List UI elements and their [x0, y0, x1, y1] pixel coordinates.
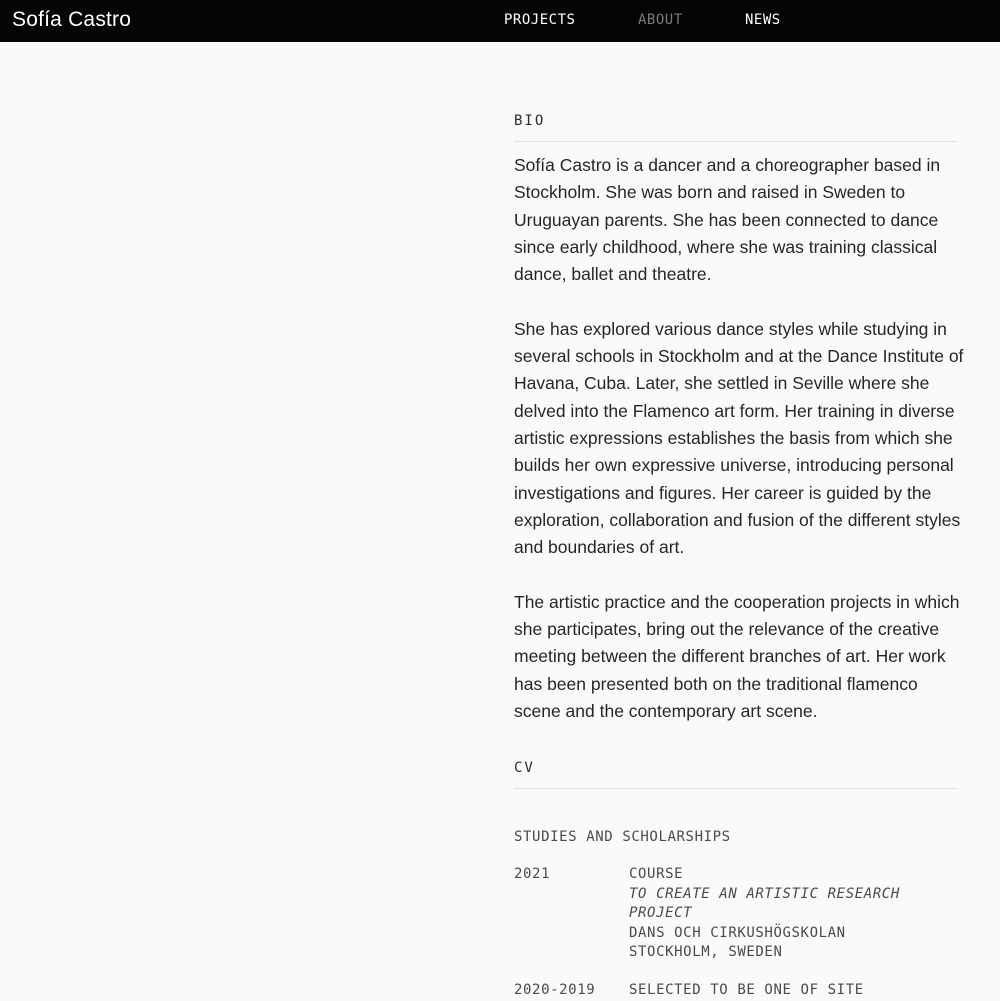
bio-paragraph: The artistic practice and the cooperation projects in which she participates, bring out the relevance of the creative meeting between the different branches of art. Her work has been presented both on the traditional flamenco scene and the contemporary art scene. — [514, 591, 960, 721]
cv-heading: CV — [514, 760, 957, 789]
nav-link-news[interactable]: NEWS — [745, 12, 781, 28]
cv-entry-location: STOCKHOLM, SWEDEN — [629, 944, 783, 960]
cv-entry-details — [629, 981, 929, 1001]
cv-entry-year: 2020-2019 — [514, 982, 596, 998]
cv-entry-type: COURSE — [629, 866, 684, 882]
bio-text — [514, 152, 964, 753]
top-navigation-bar — [0, 0, 1000, 42]
cv-entry-details — [629, 865, 929, 963]
nav-link-projects[interactable]: PROJECTS — [504, 12, 576, 28]
cv-entry-year: 2021 — [514, 866, 551, 882]
bio-heading: BIO — [514, 113, 957, 142]
cv-entry-institution: DANS OCH CIRKUSHÖGSKOLAN — [629, 924, 846, 941]
site-brand-title[interactable]: Sofía Castro — [12, 8, 132, 31]
cv-entry-type: SELECTED TO BE ONE OF SITE — [629, 982, 864, 998]
nav-link-about[interactable]: ABOUT — [638, 12, 683, 28]
cv-entry-title: TO CREATE AN ARTISTIC RESEARCH PROJECT — [629, 885, 900, 921]
bio-paragraph: Sofía Castro is a dancer and a choreographer based in Stockholm. She was born and raised in Sweden to Uruguayan parents. She has been connected to dance since early childhood, where she was training classical dance, ballet and theatre. — [514, 155, 941, 285]
bio-paragraph: She has explored various dance styles while studying in several schools in Stockholm and at the Dance Institute of Havana, Cuba. Later, she settled in Seville where she delved into the Flamenco art form. Her training in diverse artistic expressions establishes the basis from which she builds her own expressive universe, introducing personal investigations and figures. Her career is guided by the exploration, collaboration and fusion of the different styles and boundaries of art. — [514, 318, 964, 558]
cv-subheading: STUDIES AND SCHOLARSHIPS — [514, 829, 731, 845]
